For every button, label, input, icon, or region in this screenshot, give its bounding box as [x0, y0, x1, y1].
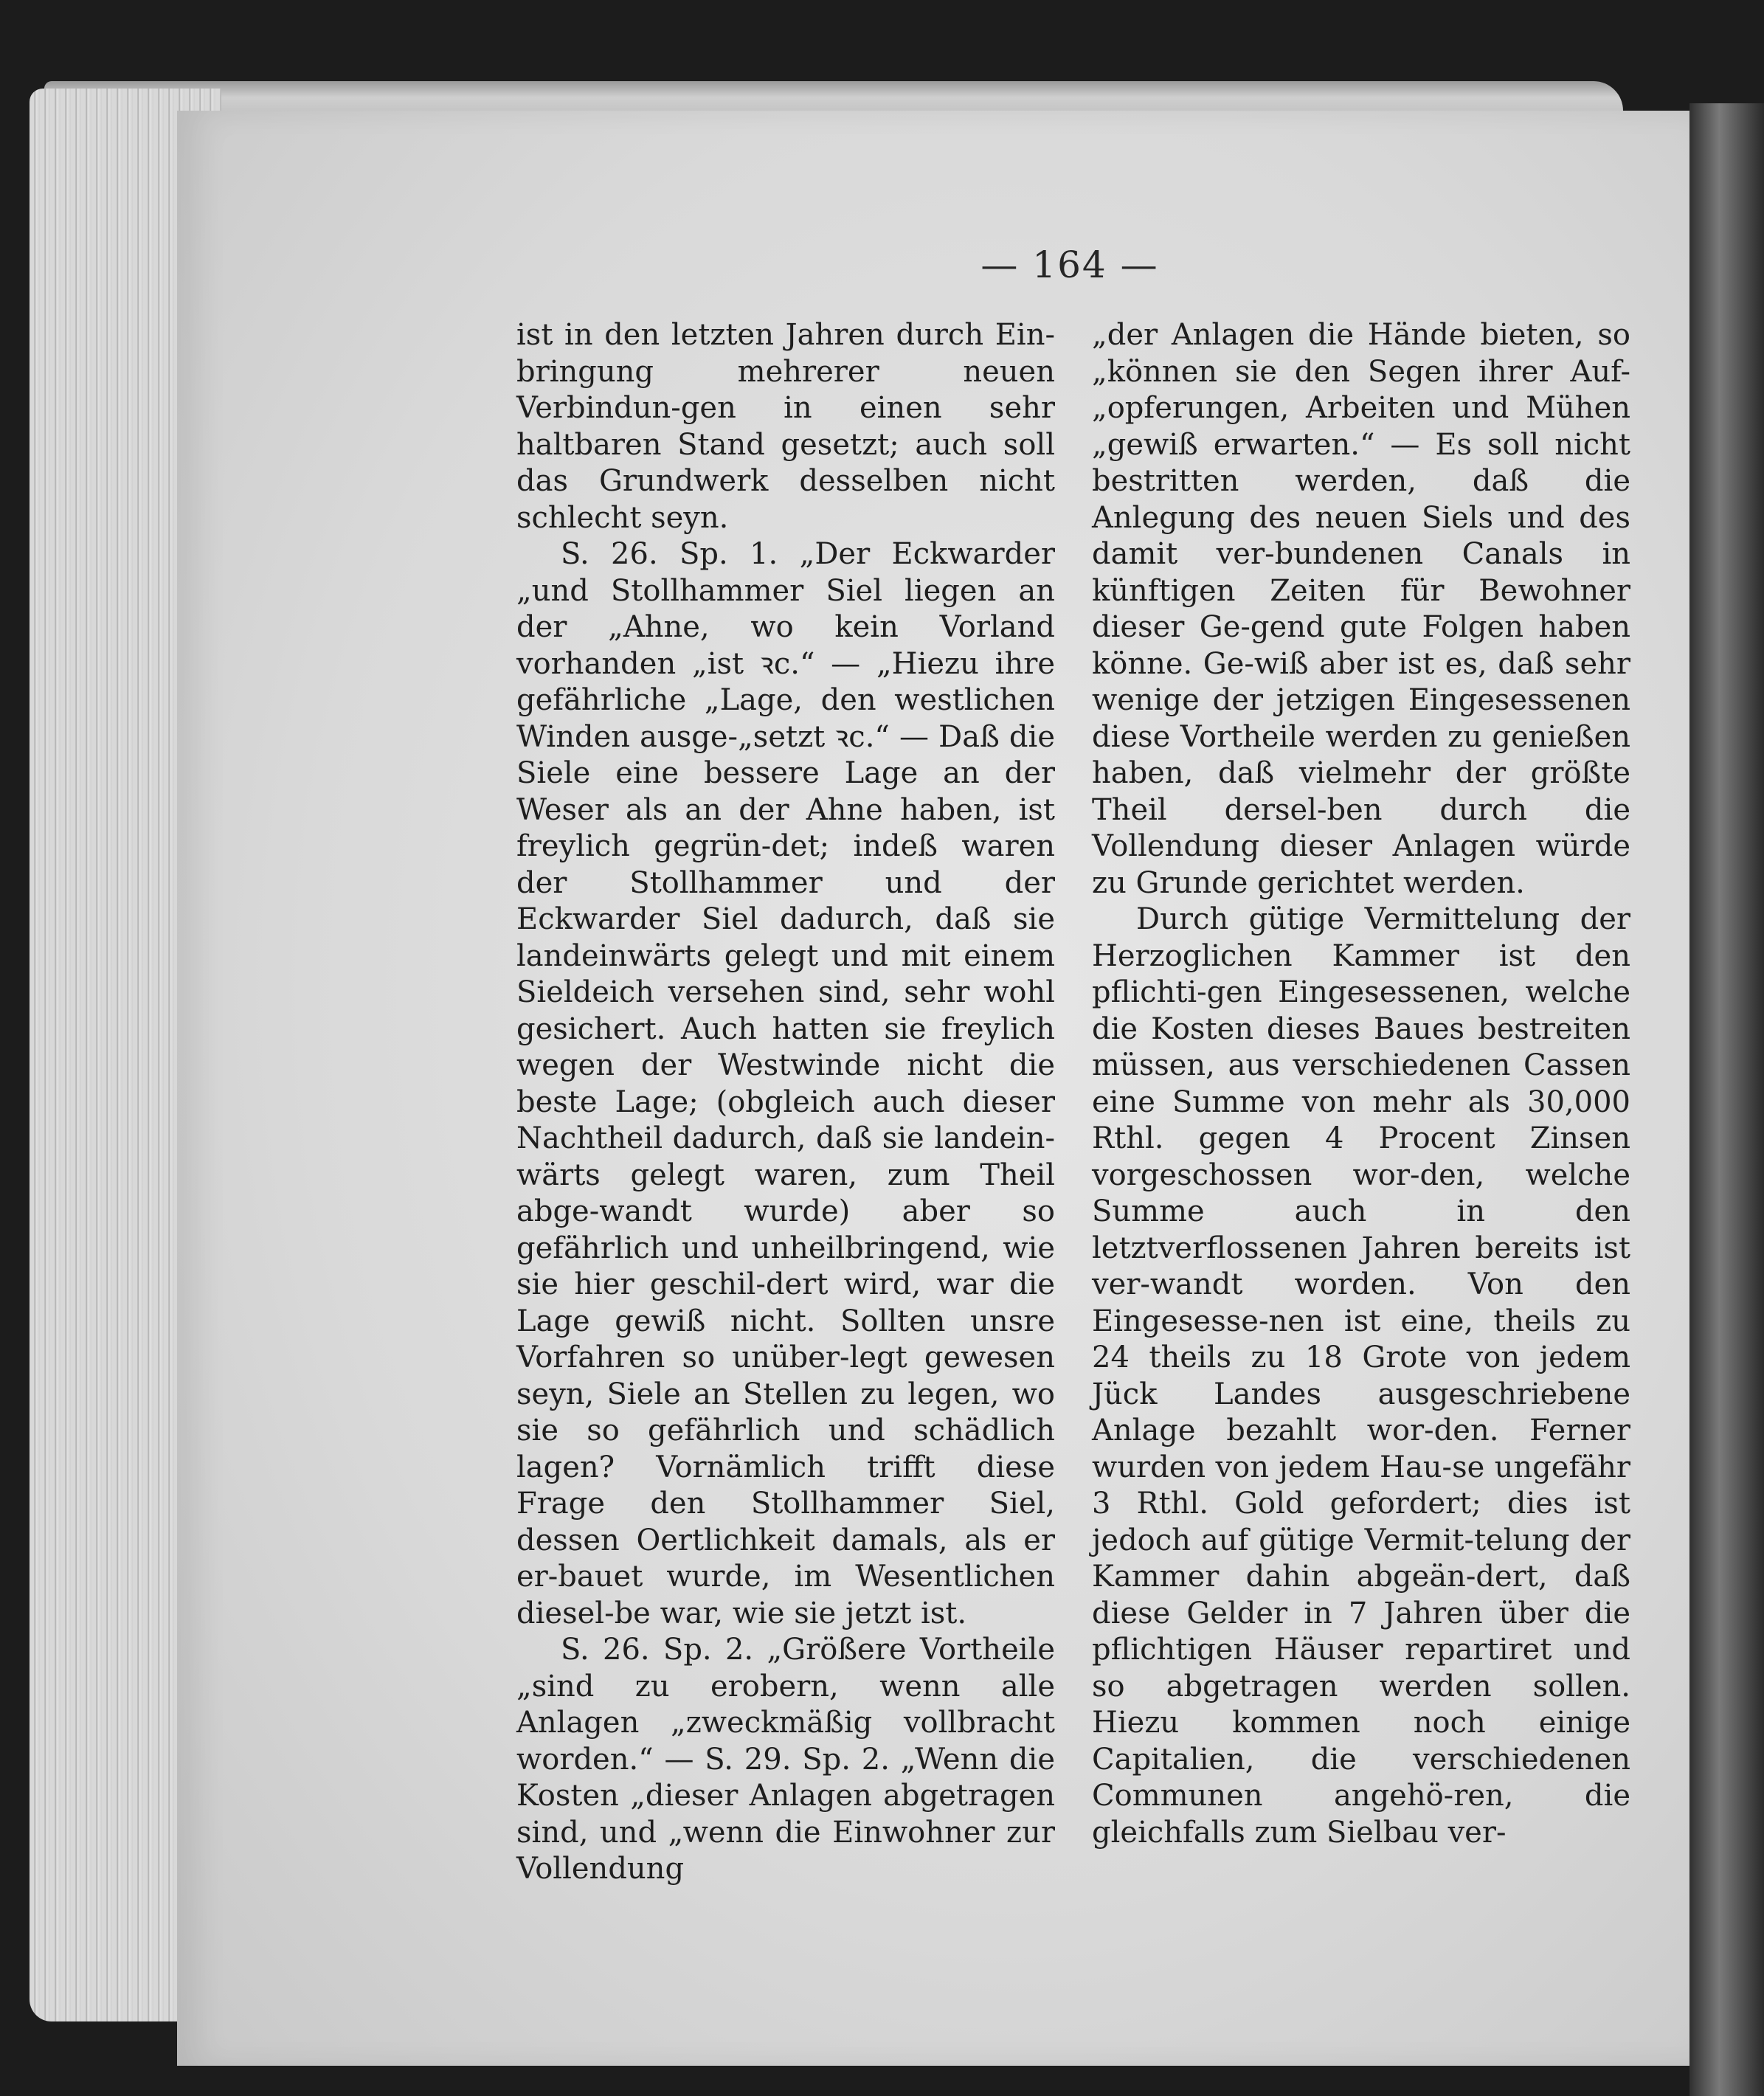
left-column — [516, 317, 1055, 1888]
book-gutter — [1689, 103, 1764, 2096]
paragraph: „der Anlagen die Hände bieten, so „können sie den Segen ihrer Auf-„opferungen, Arbeiten und Mühen „gewiß erwarten.“ — Es soll nicht bestritten werden, daß die Anlegung des neuen Siels und des damit ver-bundenen Canals in künftigen Zeiten für Bewohner dieser Ge-gend gute Folgen haben könne. Ge-wiß aber ist es, daß sehr wenige der jetzigen Eingesessenen diese Vortheile werden zu genießen haben, daß vielmehr der größte Theil dersel-ben durch die Vollendung dieser Anlagen würde zu Grunde gerichtet werden. — [1092, 318, 1630, 900]
paragraph: ist in den letzten Jahren durch Ein-bringung mehrerer neuen Verbindun-gen in einen sehr haltbaren Stand gesetzt; auch soll das Grundwerk desselben nicht schlecht seyn. — [516, 318, 1055, 535]
right-column — [1092, 317, 1630, 1851]
paragraph: Durch gütige Vermittelung der Herzoglichen Kammer ist den pflichti-gen Eingesessenen, welche die Kosten dieses Baues bestreiten müssen, aus verschiedenen Cassen eine Summe von mehr als 30,000 Rthl. gegen 4 Procent Zinsen vorgeschossen wor-den, welche Summe auch in den letztverflossenen Jahren bereits ist ver-wandt worden. Von den Eingesesse-nen ist eine, theils zu 24 theils zu 18 Grote von jedem Jück Landes ausgeschriebene Anlage bezahlt wor-den. Ferner wurden von jedem Hau-se ungefähr 3 Rthl. Gold gefordert; dies ist jedoch auf gütige Vermit-telung der Kammer dahin abgeän-dert, daß diese Gelder in 7 Jahren über die pflichtigen Häuser repartiret und so abgetragen werden sollen. Hiezu kommen noch einige Capitalien, die verschiedenen Communen angehö-ren, die gleichfalls zum Sielbau ver- — [1092, 902, 1630, 1850]
paragraph: S. 26. Sp. 1. „Der Eckwarder „und Stollhammer Siel liegen an der „Ahne, wo kein Vorland vorhanden „ist ꝛc.“ — „Hiezu ihre gefährliche „Lage, den westlichen Winden ausge-„setzt ꝛc.“ — Daß die Siele eine bessere Lage an der Weser als an der Ahne haben, ist freylich gegrün-det; indeß waren der Stollhammer und der Eckwarder Siel dadurch, daß sie landeinwärts gelegt und mit einem Sieldeich versehen sind, sehr wohl gesichert. Auch hatten sie freylich wegen der Westwinde nicht die beste Lage; (obgleich auch dieser Nachtheil dadurch, daß sie landein-wärts gelegt waren, zum Theil abge-wandt wurde) aber so gefährlich und unheilbringend, wie sie hier geschil-dert wird, war die Lage gewiß nicht. Sollten unsre Vorfahren so unüber-legt gewesen seyn, Siele an Stellen zu legen, wo sie so gefährlich und schädlich lagen? Vornämlich trifft diese Frage den Stollhammer Siel, dessen Oertlichkeit damals, als er er-bauet wurde, im Wesentlichen diesel-be war, wie sie jetzt ist. — [516, 537, 1055, 1630]
page-number: — 164 — — [980, 243, 1159, 286]
paragraph: S. 26. Sp. 2. „Größere Vortheile „sind zu erobern, wenn alle Anlagen „zweckmäßig vollbracht worden.“ — S. 29. Sp. 2. „Wenn die Kosten „dieser Anlagen abgetragen sind, und „wenn die Einwohner zur Vollendung — [516, 1633, 1055, 1886]
